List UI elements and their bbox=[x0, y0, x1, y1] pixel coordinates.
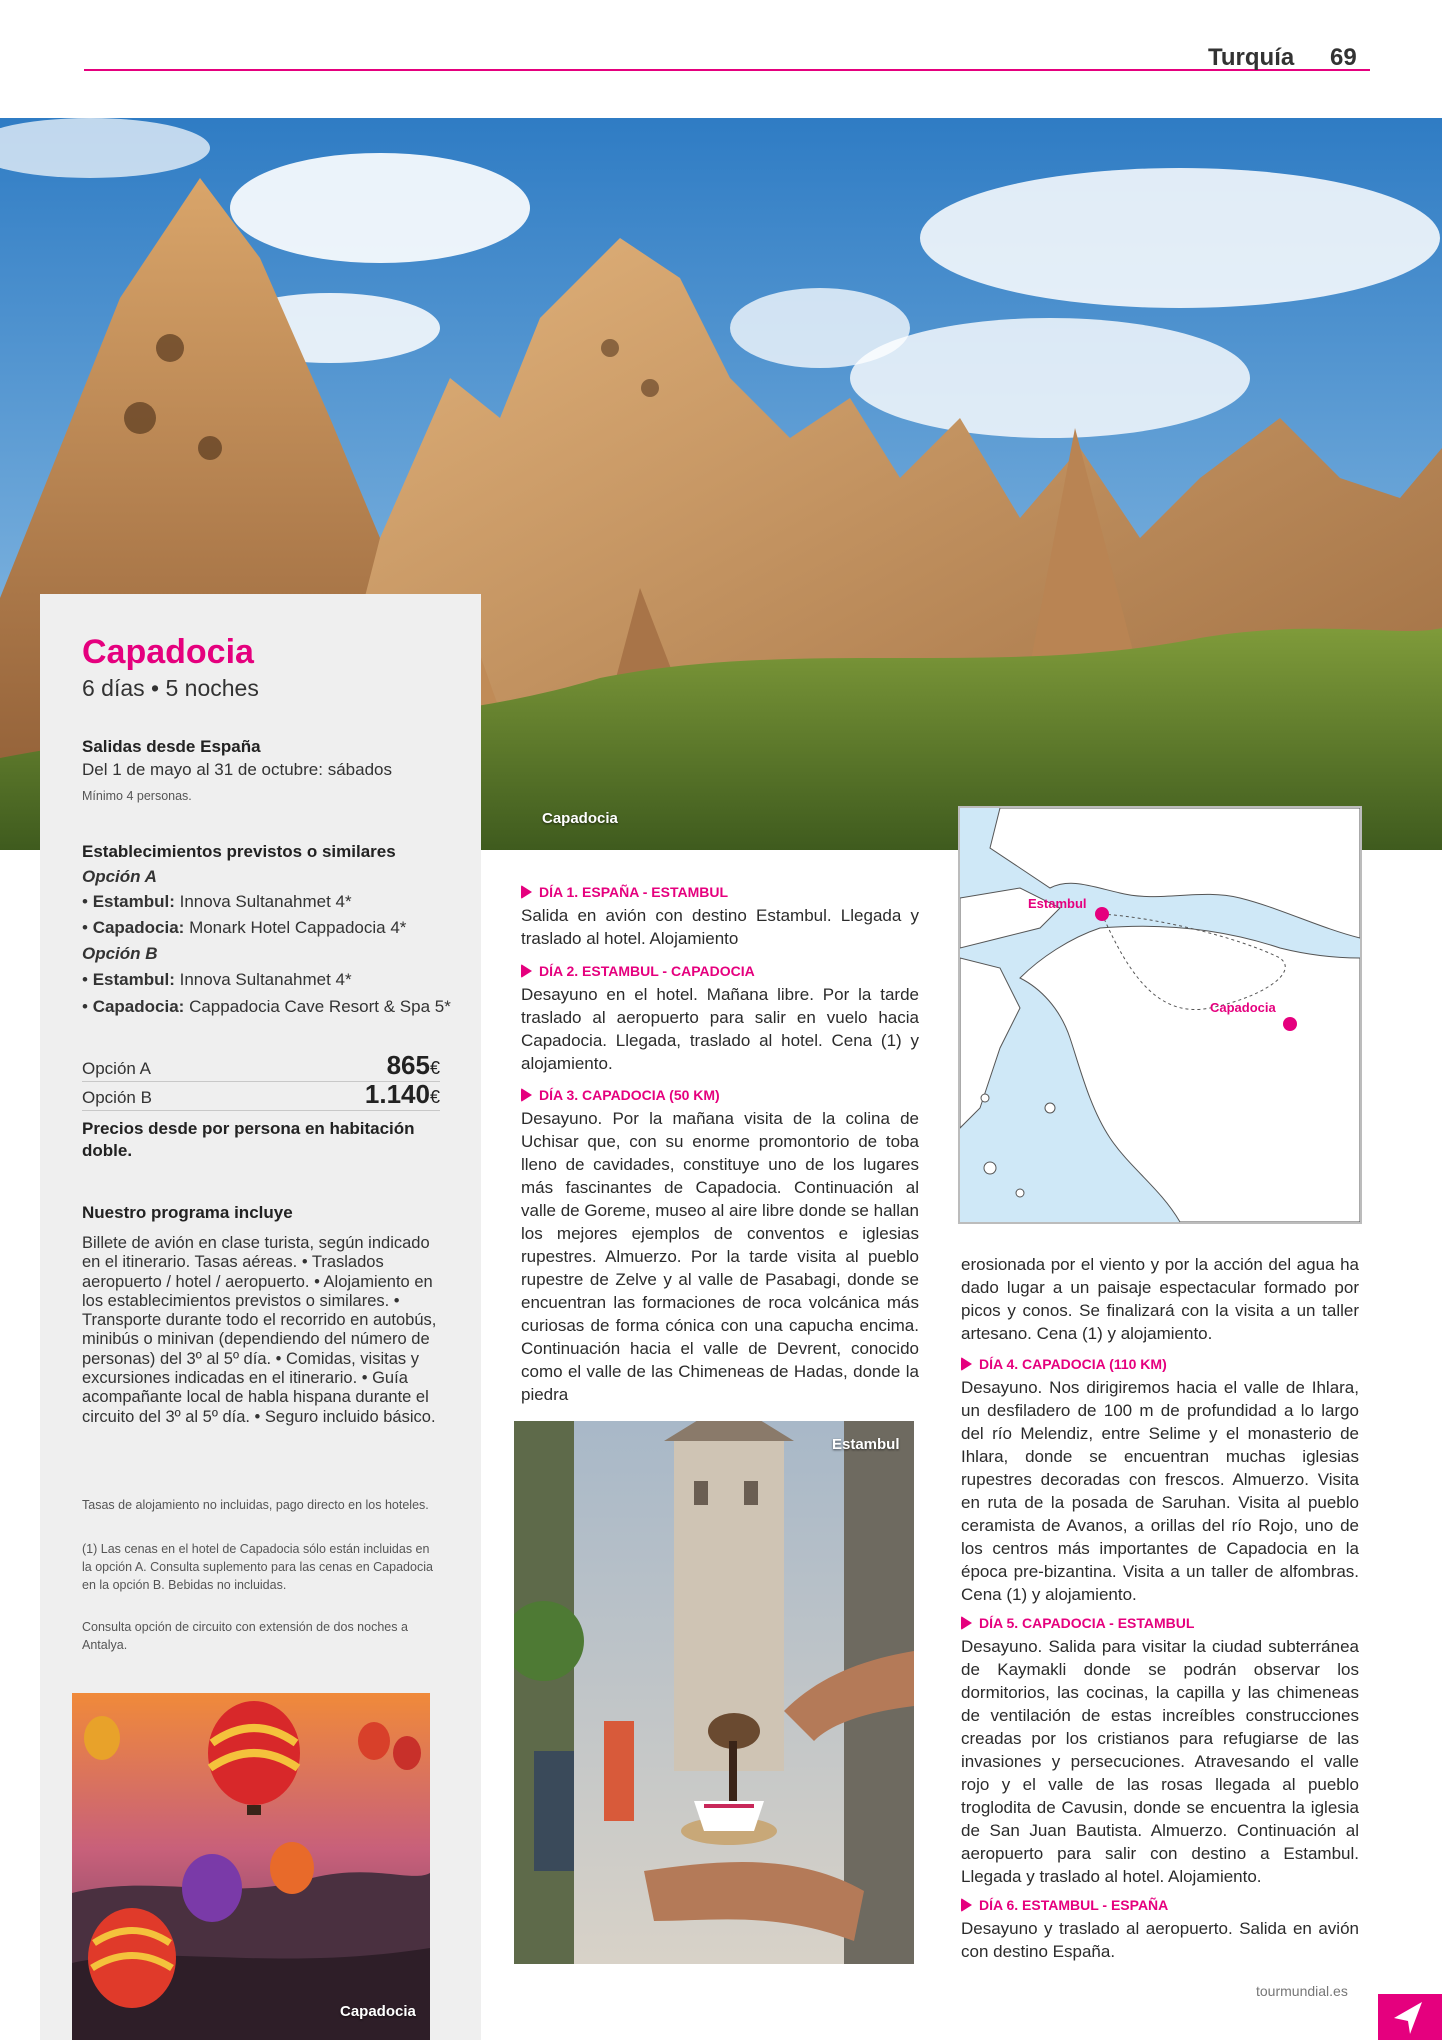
day-3-text-continued: erosionada por el viento y por la acción del agua ha dado lugar a un paisaje espectacular formado por picos y conos. Se finalizará con la visita a un taller artesano. Cena (1) y alojamiento. bbox=[961, 1255, 1359, 1343]
note-dinners: (1) Las cenas en el hotel de Capadocia sólo están incluidas en la opción A. Consulta suplemento para las cenas en Capadocia en la opción B. Bebidas no incluidas. bbox=[82, 1542, 433, 1592]
header-rule bbox=[84, 69, 1370, 71]
day-1-text: Salida en avión con destino Estambul. Llegada y traslado al hotel. Alojamiento bbox=[521, 906, 919, 948]
bullet-triangle-icon bbox=[961, 1357, 972, 1371]
hotel-item: • Estambul: Innova Sultanahmet 4* bbox=[82, 892, 352, 911]
day-3-text: Desayuno. Por la mañana visita de la colina de Uchisar que, con su enorme promontorio de toba lleno de cavidades, constituye uno de los lugares más fascinantes de Capadocia. Continuación al valle de Goreme, museo al aire libre donde se hallan los mejores ejemplos de conventos e iglesias rupestres. Almuerzo. Por la tarde visita al pueblo rupestre de Zelve y al valle de Pasabagi, donde se encuentran las formaciones de roca volcánica más curiosas de forma cónica con una capucha encima. Continuación hacia el valle de Devrent, conocido como el valle de las Chimeneas de Hadas, donde la piedra bbox=[521, 1109, 919, 1404]
includes-heading: Nuestro programa incluye bbox=[82, 1203, 293, 1222]
hotels-option-a-label: Opción A bbox=[82, 867, 157, 886]
day-3-title: DÍA 3. CAPADOCIA (50 KM) bbox=[521, 1087, 720, 1103]
bullet-triangle-icon bbox=[521, 964, 532, 978]
tea-photo bbox=[514, 1421, 914, 1964]
hotel-item: • Estambul: Innova Sultanahmet 4* bbox=[82, 970, 352, 989]
note-taxes: Tasas de alojamiento no incluidas, pago directo en los hoteles. bbox=[82, 1498, 429, 1512]
balloons-photo bbox=[72, 1693, 430, 2040]
day-2-text: Desayuno en el hotel. Mañana libre. Por la tarde traslado al aeropuerto para salir en vuelo hacia Capadocia. Llegada, traslado al hotel. Cena (1) y alojamiento. bbox=[521, 985, 919, 1073]
route-map bbox=[958, 806, 1362, 1224]
trip-title: Capadocia bbox=[82, 633, 254, 671]
map-label-cappadocia: Capadocia bbox=[1210, 1000, 1276, 1015]
day-2-title: DÍA 2. ESTAMBUL - CAPADOCIA bbox=[521, 963, 755, 979]
day-6-title: DÍA 6. ESTAMBUL - ESPAÑA bbox=[961, 1897, 1168, 1913]
price-row-option-b: Opción B 1.140€ bbox=[82, 1079, 440, 1109]
page-number: 69 bbox=[1330, 44, 1357, 71]
note-antalya: Consulta opción de circuito con extensión de dos noches a Antalya. bbox=[82, 1620, 408, 1652]
hero-caption: Capadocia bbox=[542, 810, 618, 827]
footer-url[interactable]: tourmundial.es bbox=[1256, 1983, 1348, 1999]
balloons-caption: Capadocia bbox=[340, 2003, 416, 2020]
hotels-heading: Establecimientos previstos o similares bbox=[82, 842, 396, 861]
bullet-triangle-icon bbox=[521, 885, 532, 899]
hotels-option-b-label: Opción B bbox=[82, 944, 158, 963]
back-arrow-button[interactable] bbox=[1378, 1994, 1442, 2040]
day-6-text: Desayuno y traslado al aeropuerto. Salida en avión con destino España. bbox=[961, 1919, 1359, 1961]
day-5-title: DÍA 5. CAPADOCIA - ESTAMBUL bbox=[961, 1615, 1194, 1631]
day-5-text: Desayuno. Salida para visitar la ciudad subterránea de Kaymakli donde se podrán observar los dormitorios, las cocinas, la capilla y las chimeneas de ventilación de estas increíbles construcciones creadas por los cristianos para refugiarse de las invasiones y persecuciones. Atravesando el valle rojo y el valle de las rosas llegada al pueblo troglodita de Cavusin, donde se encuentra la iglesia de San Juan Bautista. Almuerzo. Continuación al aeropuerto para salir con destino a Estambul. Llegada y traslado al hotel. Alojamiento. bbox=[961, 1637, 1359, 1886]
departures-heading: Salidas desde España bbox=[82, 737, 261, 756]
bullet-triangle-icon bbox=[961, 1898, 972, 1912]
departures-dates: Del 1 de mayo al 31 de octubre: sábados bbox=[82, 760, 392, 779]
departures-minimum: Mínimo 4 personas. bbox=[82, 789, 192, 803]
hotel-item: • Capadocia: Monark Hotel Cappadocia 4* bbox=[82, 918, 407, 937]
price-row-option-a: Opción A 865€ bbox=[82, 1050, 440, 1080]
day-1-title: DÍA 1. ESPAÑA - ESTAMBUL bbox=[521, 884, 728, 900]
includes-text: Billete de avión en clase turista, según indicado en el itinerario. Tasas aéreas. • Traslados aeropuerto / hotel / aeropuerto. • Alojamiento en los establecimientos previstos o similares. • Transporte durante todo el recorrido en autobús, minibús o minivan (dependiendo del número de personas) del 3º al 5º día. • Comidas, visitas y excursiones indicadas en el itinerario. • Guía acompañante local de habla hispana durante el circuito del 3º al 5º día. • Seguro incluido básico. bbox=[82, 1234, 437, 1426]
bullet-triangle-icon bbox=[961, 1616, 972, 1630]
trip-duration: 6 días • 5 noches bbox=[82, 675, 259, 701]
prices-note: Precios desde por persona en habitación doble. bbox=[82, 1119, 415, 1160]
day-4-text: Desayuno. Nos dirigiremos hacia el valle de Ihlara, un desfiladero de 100 m de profundidad a lo largo del río Melendiz, entre Selime y el monasterio de Ihlara, donde se encuentran muchas iglesias rupestres decoradas con frescos. Almuerzo. Visita en ruta de la posada de Saruhan. Visita al pueblo ceramista de Avanos, a orillas del río Rojo, uno de los centros más importantes de Capadocia en la época pre-bizantina. Visita a un taller de alfombras. Cena (1) y alojamiento. bbox=[961, 1378, 1359, 1604]
back-arrow-icon bbox=[1394, 2002, 1422, 2034]
header-country: Turquía bbox=[1208, 44, 1295, 71]
bullet-triangle-icon bbox=[521, 1088, 532, 1102]
day-4-title: DÍA 4. CAPADOCIA (110 KM) bbox=[961, 1356, 1167, 1372]
hotel-item: • Capadocia: Cappadocia Cave Resort & Spa 5* bbox=[82, 997, 451, 1016]
tea-caption: Estambul bbox=[832, 1436, 900, 1453]
map-label-istanbul: Estambul bbox=[1028, 896, 1087, 911]
